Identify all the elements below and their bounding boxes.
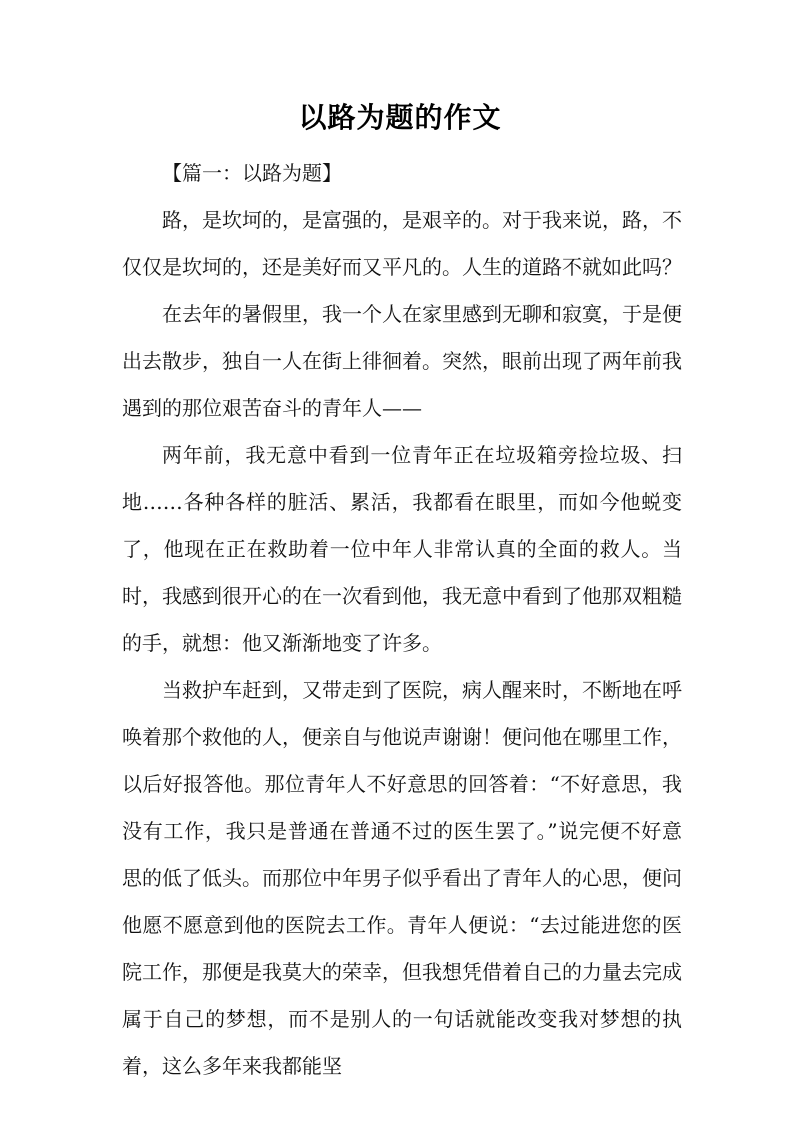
section-heading: 【篇一：以路为题】: [162, 161, 342, 185]
paragraph-3: 两年前，我无意中看到一位青年正在垃圾箱旁捡垃圾、扫地……各种各样的脏活、累活，我都看在眼里，而如今他蜕变了，他现在正在救助着一位中年人非常认真的全面的救人。当时，我感到很开心的在一次看到他，我无意中看到了他那双粗糙的手，就想：他又渐渐地变了许多。: [122, 443, 682, 655]
paragraph-2: 在去年的暑假里，我一个人在家里感到无聊和寂寞，于是便出去散步，独自一人在街上徘徊着。突然，眼前出现了两年前我遇到的那位艰苦奋斗的青年人——: [122, 302, 682, 420]
paragraph-4: 当救护车赶到，又带走到了医院，病人醒来时，不断地在呼唤着那个救他的人，便亲自与他说声谢谢！便问他在哪里工作，以后好报答他。那位青年人不好意思的回答着：“不好意思，我没有工作，我只是普通在普通不过的医生罢了。”说完便不好意思的低了低头。而那位中年男子似乎看出了青年人的心思，便问他愿不愿意到他的医院去工作。青年人便说：“去过能进您的医院工作，那便是我莫大的荣幸，但我想凭借着自己的力量去完成属于自己的梦想，而不是别人的一句话就能改变我对梦想的执着，这么多年来我都能坚: [122, 678, 682, 1078]
document-body: [122, 150, 682, 1090]
document-title: 以路为题的作文: [298, 101, 502, 134]
paragraph-1: 路，是坎坷的，是富强的，是艰辛的。对于我来说，路，不仅仅是坎坷的，还是美好而又平凡的。人生的道路不就如此吗？: [122, 208, 682, 279]
